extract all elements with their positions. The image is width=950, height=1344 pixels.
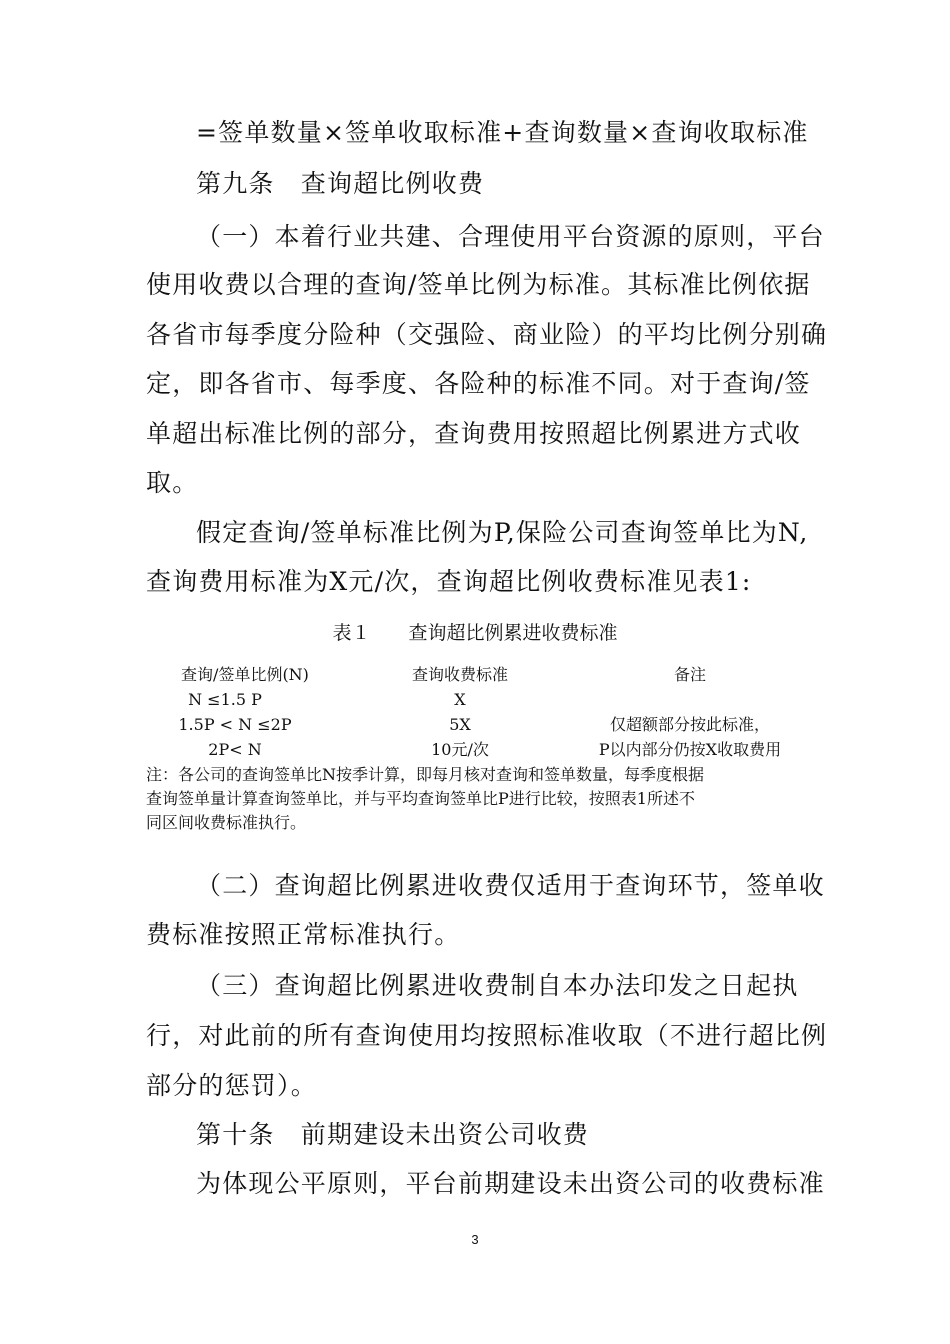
table-cell-row3-ratio: 2P< N [208, 740, 262, 759]
paragraph-2-line-2: 查询费用标准为X元/次，查询超比例收费标准见表1: [146, 567, 752, 596]
table-cell-row3-fee: 10元/次 [431, 740, 489, 759]
paragraph-5-line-1: 为体现公平原则，平台前期建设未出资公司的收费标准 [196, 1169, 825, 1198]
page-number: 3 [471, 1232, 479, 1247]
table-cell-row2-remark: 仅超额部分按此标准， [609, 715, 770, 734]
paragraph-4-line-3: 部分的惩罚）。 [146, 1071, 317, 1100]
table-cell-row1-fee: X [454, 690, 466, 709]
paragraph-1-line-1: （一）本着行业共建、合理使用平台资源的原则，平台 [196, 222, 825, 251]
table-cell-row2-ratio: 1.5P < N ≤2P [178, 715, 292, 734]
paragraph-4-line-1: （三）查询超比例累进收费制自本办法印发之日起执 [196, 971, 799, 1000]
table-header-fee: 查询收费标准 [411, 665, 508, 684]
paragraph-1-line-4: 定，即各省市、每季度、各险种的标准不同。对于查询/签 [146, 369, 811, 398]
article-9-heading: 第九条 查询超比例收费 [196, 169, 485, 198]
paragraph-2-line-1: 假定查询/签单标准比例为P,保险公司查询签单比为N, [196, 518, 809, 547]
paragraph-1-line-3: 各省市每季度分险种（交强险、商业险）的平均比例分别确 [146, 320, 828, 349]
table-cell-row1-ratio: N ≤1.5 P [188, 690, 262, 709]
article-10-heading: 第十条 前期建设未出资公司收费 [196, 1120, 590, 1149]
paragraph-1-line-2: 使用收费以合理的查询/签单比例为标准。其标准比例依据 [146, 270, 811, 299]
paragraph-1-line-5: 单超出标准比例的部分，查询费用按照超比例累进方式收 [146, 419, 802, 448]
formula-line: =签单数量×签单收取标准+查询数量×查询收取标准 [196, 118, 809, 147]
table-cell-row2-fee: 5X [449, 715, 471, 734]
table-cell-row3-remark: P以内部分仍按X收取费用 [598, 740, 782, 759]
table-note-line-1: 注：各公司的查询签单比N按季计算，即每月核对查询和签单数量，每季度根据 [146, 765, 705, 784]
table-caption: 表１ 查询超比例累进收费标准 [332, 622, 618, 644]
table-note-line-2: 查询签单量计算查询签单比，并与平均查询签单比P进行比较，按照表1所述不 [146, 789, 695, 808]
paragraph-3-line-2: 费标准按照正常标准执行。 [146, 920, 461, 949]
table-header-remark: 备注 [673, 665, 706, 684]
paragraph-4-line-2: 行，对此前的所有查询使用均按照标准收取（不进行超比例 [146, 1021, 828, 1050]
paragraph-3-line-1: （二）查询超比例累进收费仅适用于查询环节，签单收 [196, 871, 825, 900]
table-note-line-3: 同区间收费标准执行。 [146, 813, 307, 832]
table-header-ratio: 查询/签单比例(N) [181, 665, 309, 684]
paragraph-1-line-6: 取。 [146, 468, 199, 497]
